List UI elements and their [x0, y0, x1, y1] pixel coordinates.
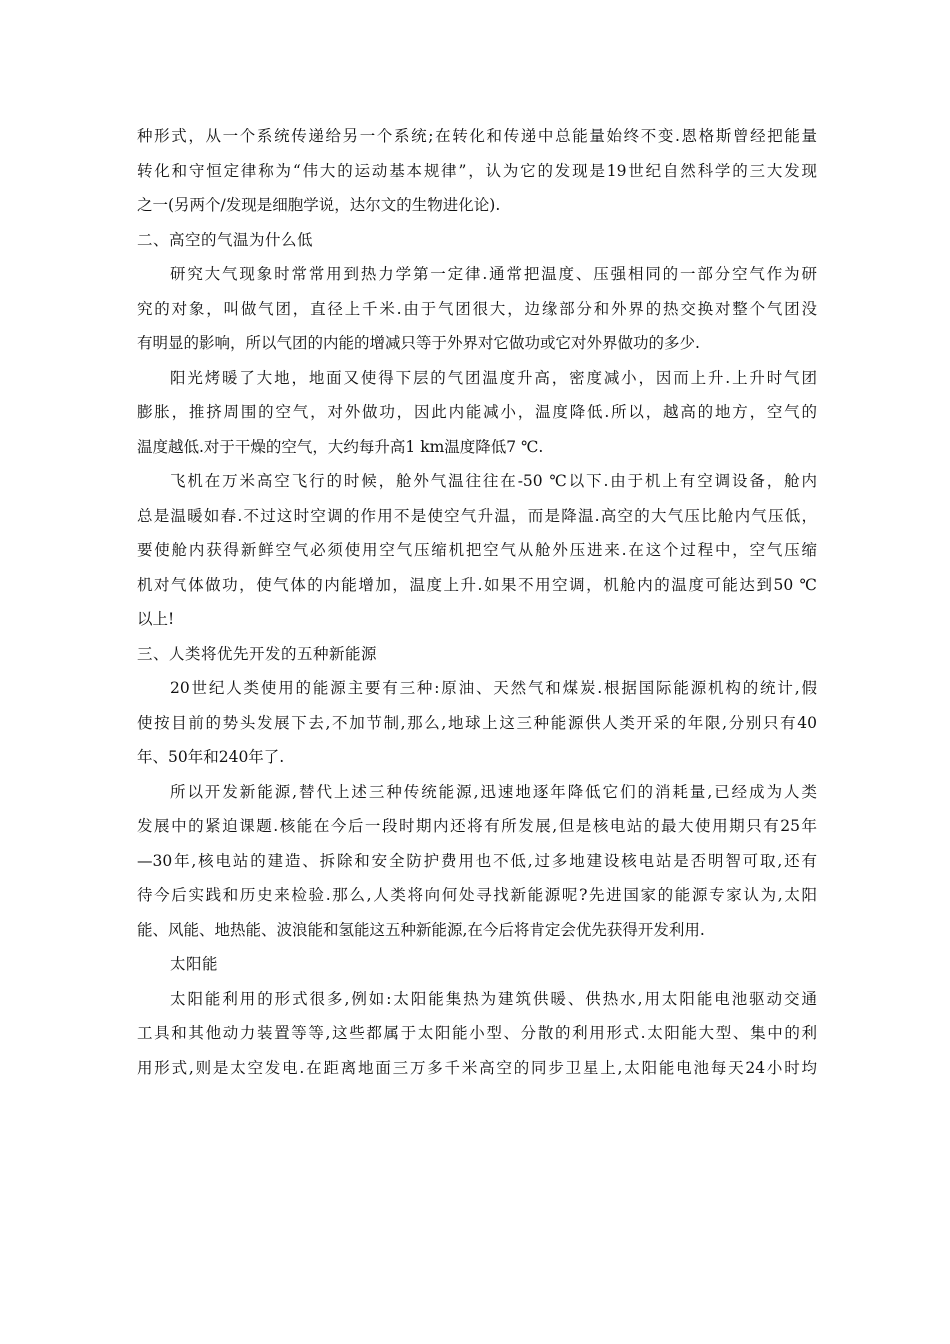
document-body	[137, 124, 817, 1090]
text-line: 阳光烤暖了大地，地面又使得下层的气团温度升高，密度减小，因而上升.上升时气团	[170, 368, 817, 387]
text-line: —30年,核电站的建造、拆除和安全防护费用也不低,过多地建设核电站是否明智可取,还有	[137, 851, 817, 870]
text-line: 工具和其他动力装置等等,这些都属于太阳能小型、分散的利用形式.太阳能大型、集中的利	[137, 1024, 817, 1042]
text-line: 飞机在万米高空飞行的时候，舱外气温往往在-50 ℃以下.由于机上有空调设备，舱内	[170, 472, 817, 490]
text-line: 以上!	[137, 610, 175, 628]
text-line: 研究大气现象时常常用到热力学第一定律.通常把温度、压强相同的一部分空气作为研	[170, 265, 817, 283]
text-line: 总是温暖如春.不过这时空调的作用不是使空气升温，而是降温.高空的大气压比舱内气压低，	[137, 506, 817, 525]
text-line: 20世纪人类使用的能源主要有三种:原油、天然气和煤炭.根据国际能源机构的统计,假	[170, 679, 817, 697]
text-line: 有明显的影响，所以气团的内能的增减只等于外界对它做功或它对外界做功的多少.	[137, 334, 700, 352]
text-line: 之一(另两个/发现是细胞学说，达尔文的生物进化论).	[137, 196, 501, 214]
section-heading: 三、人类将优先开发的五种新能源	[137, 644, 378, 663]
text-line: 转化和守恒定律称为“伟大的运动基本规律”，认为它的发现是19世纪自然科学的三大发现	[137, 161, 817, 180]
text-line: 温度越低.对于干燥的空气，大约每升高1 km温度降低7 ℃.	[137, 437, 544, 456]
text-line: 要使舱内获得新鲜空气必须使用空气压缩机把空气从舱外压进来.在这个过程中，空气压缩	[137, 541, 817, 559]
text-line: 待今后实践和历史来检验.那么,人类将向何处寻找新能源呢?先进国家的能源专家认为,太阳	[137, 886, 817, 904]
text-line: 发展中的紧迫课题.核能在今后一段时期内还将有所发展,但是核电站的最大使用期只有25年	[137, 817, 817, 835]
text-line: 年、50年和240年了.	[137, 748, 285, 766]
section-heading: 太阳能	[170, 955, 219, 973]
text-line: 膨胀，推挤周围的空气，对外做功，因此内能减小，温度降低.所以，越高的地方，空气的	[137, 403, 817, 421]
text-line: 使按目前的势头发展下去,不加节制,那么,地球上这三种能源供人类开采的年限,分别只有40	[137, 713, 817, 732]
text-line: 所以开发新能源,替代上述三种传统能源,迅速地逐年降低它们的消耗量,已经成为人类	[170, 782, 817, 801]
text-line: 太阳能利用的形式很多,例如:太阳能集热为建筑供暖、供热水,用太阳能电池驱动交通	[170, 989, 817, 1008]
text-line: 种形式，从一个系统传递给另一个系统;在转化和传递中总能量始终不变.恩格斯曾经把能量	[137, 127, 817, 145]
text-line: 机对气体做功，使气体的内能增加，温度上升.如果不用空调，机舱内的温度可能达到50 ℃	[137, 575, 817, 594]
text-line: 究的对象，叫做气团，直径上千米.由于气团很大，边缘部分和外界的热交换对整个气团没	[137, 299, 817, 318]
section-heading: 二、高空的气温为什么低	[137, 230, 314, 249]
text-line: 能、风能、地热能、波浪能和氢能这五种新能源,在今后将肯定会优先获得开发利用.	[137, 920, 705, 939]
text-line: 用形式,则是太空发电.在距离地面三万多千米高空的同步卫星上,太阳能电池每天24小时均	[137, 1058, 817, 1077]
